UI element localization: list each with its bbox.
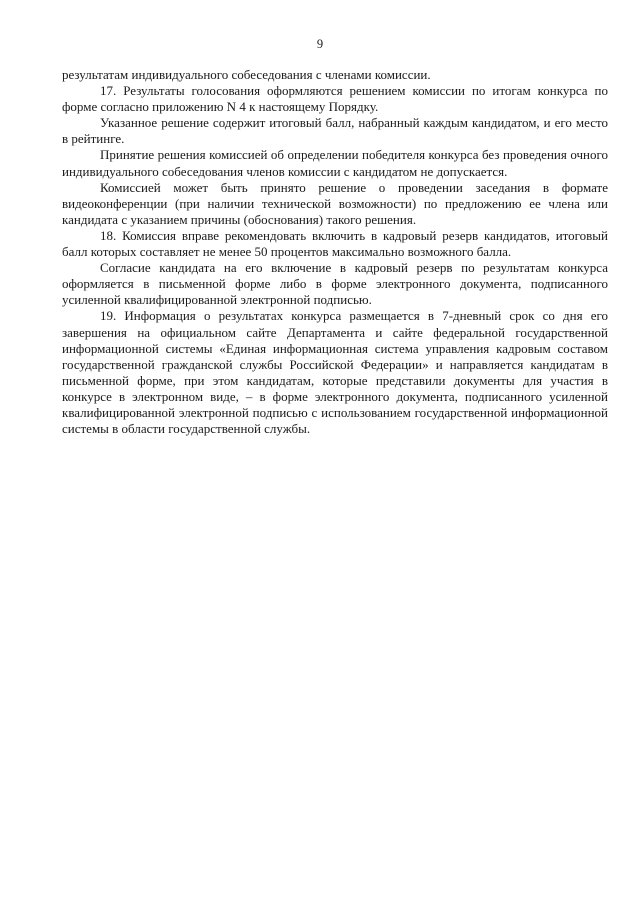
paragraph-17-no-interview: Принятие решения комиссией об определении победителя конкурса без проведения очного индивидуального собеседования членов комиссии с кандидатом не допускается. (62, 147, 608, 179)
paragraph-17-decision-content: Указанное решение содержит итоговый балл, набранный каждым кандидатом, и его место в рейтинге. (62, 115, 608, 147)
paragraph-17: 17. Результаты голосования оформляются решением комиссии по итогам конкурса по форме согласно приложению N 4 к настоящему Порядку. (62, 83, 608, 115)
paragraph-continuation: результатам индивидуального собеседования с членами комиссии. (62, 67, 431, 82)
paragraph-18-consent: Согласие кандидата на его включение в кадровый резерв по результатам конкурса оформляется в письменной форме либо в форме электронного документа, подписанного усиленной квалифицированной электронной подписью. (62, 260, 608, 308)
document-body (62, 67, 608, 437)
page-number: 9 (316, 37, 324, 51)
paragraph-18: 18. Комиссия вправе рекомендовать включить в кадровый резерв кандидатов, итоговый балл которых составляет не менее 50 процентов максимально возможного балла. (62, 227, 608, 260)
paragraph-19: 19. Информация о результатах конкурса размещается в 7-дневный срок со дня его завершения на официальном сайте Департамента и сайте федеральной государственной информационной системы «Единая информационная система управления кадровым составом государственной гражданской службы Российской Федерации» и направляется кандидатам в письменной форме, при этом кандидатам, которые представили документы для участия в конкурсе в электронном виде, – в форме электронного документа, подписанного усиленной квалифицированной электронной подписью с использованием государственной информационной системы в области государственной службы. (62, 308, 608, 437)
paragraph-17-videoconference: Комиссией может быть принято решение о проведении заседания в формате видеоконференции (при наличии технической возможности) по предложению ее члена или кандидата с указанием причины (обоснования) такого решения. (62, 179, 608, 227)
